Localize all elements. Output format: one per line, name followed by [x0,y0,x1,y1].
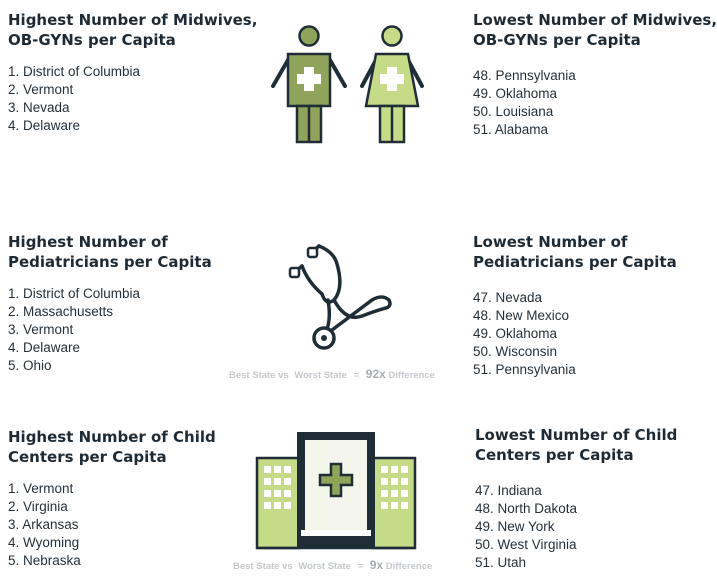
worst-child-centers-list [475,482,677,572]
best-pediatricians-heading [8,232,212,272]
heading-line: Centers per Capita [475,446,634,464]
heading-line: Highest Number of Midwives, [8,11,258,29]
list-item: 2. Massachusetts [8,304,114,319]
list-item: 48. New Mexico [473,308,570,323]
stat-equals: = [357,561,364,572]
best-midwives-list [8,63,257,135]
list-item: 4. Delaware [8,118,81,133]
best-child-centers-list [8,480,216,570]
list-item: 47. Indiana [475,483,542,498]
section-pediatricians [0,180,678,385]
list-item: 49. New York [475,519,555,534]
list-item: 48. North Dakota [475,501,578,516]
heading-line: OB-GYNs per Capita [8,31,176,49]
midwife-obgyn-figures-icon [268,24,438,151]
worst-midwives-heading [473,10,717,50]
list-item: 50. West Virginia [475,537,577,552]
stat-label: Best State vs [229,370,289,381]
list-item: 3. Arkansas [8,517,79,532]
heading-line: Lowest Number of [473,233,628,251]
female-figure-icon [362,27,422,143]
list-item: 51. Utah [475,555,527,570]
worst-child-centers-heading [475,425,677,465]
list-item: 2. Vermont [8,82,74,97]
stat-label: Worst State [298,561,351,572]
list-item: 3. Nevada [8,100,70,115]
stat-label: Worst State [294,370,347,381]
section-midwives [0,0,717,180]
stat-equals: = [353,370,360,381]
list-item: 49. Oklahoma [473,86,558,101]
list-item: 5. Ohio [8,358,52,373]
list-item: 49. Oklahoma [473,326,558,341]
heading-line: OB-GYNs per Capita [473,31,641,49]
worst-child-centers-panel [475,425,677,572]
list-item: 4. Delaware [8,340,81,355]
list-item: 2. Virginia [8,499,68,514]
list-item: 5. Nebraska [8,553,81,568]
list-item: 4. Wyoming [8,535,80,550]
best-pediatricians-list [8,285,212,375]
section-child-centers [0,385,678,585]
stat-suffix: Difference [385,561,433,572]
heading-line: Pediatricians per Capita [8,253,212,271]
best-child-centers-panel [8,427,216,570]
worst-midwives-panel [473,10,717,139]
heading-line: Pediatricians per Capita [473,253,677,271]
male-figure-icon [273,27,345,143]
best-midwives-panel [8,10,257,135]
stat-suffix: Difference [388,370,435,381]
list-item: 1. Vermont [8,481,74,496]
list-item: 47. Nevada [473,290,543,305]
stat-label: Best State vs [233,561,293,572]
worst-midwives-list [473,67,717,139]
list-item: 50. Wisconsin [473,344,558,359]
heading-line: Highest Number of [8,233,168,251]
best-child-centers-heading [8,427,216,467]
list-item: 1. District of Columbia [8,64,141,79]
list-item: 51. Pennsylvania [473,362,576,377]
list-item: 51. Alabama [473,122,549,137]
list-item: 1. District of Columbia [8,286,141,301]
hospital-building-icon [255,430,417,557]
best-pediatricians-panel [8,232,212,375]
list-item: 50. Louisiana [473,104,554,119]
best-midwives-heading [8,10,257,50]
list-item: 48. Pennsylvania [473,68,576,83]
child-centers-difference-stat [233,558,432,572]
worst-pediatricians-heading [473,232,677,272]
stat-value: 92x [365,367,386,381]
worst-pediatricians-list [473,289,677,379]
heading-line: Centers per Capita [8,448,167,466]
heading-line: Lowest Number of Midwives, [473,11,717,29]
heading-line: Highest Number of Child [8,428,216,446]
stethoscope-icon [282,242,397,359]
heading-line: Lowest Number of Child [475,426,678,444]
stat-value: 9x [369,558,384,572]
list-item: 3. Vermont [8,322,74,337]
worst-pediatricians-panel [473,232,677,379]
pediatricians-difference-stat [229,367,435,381]
